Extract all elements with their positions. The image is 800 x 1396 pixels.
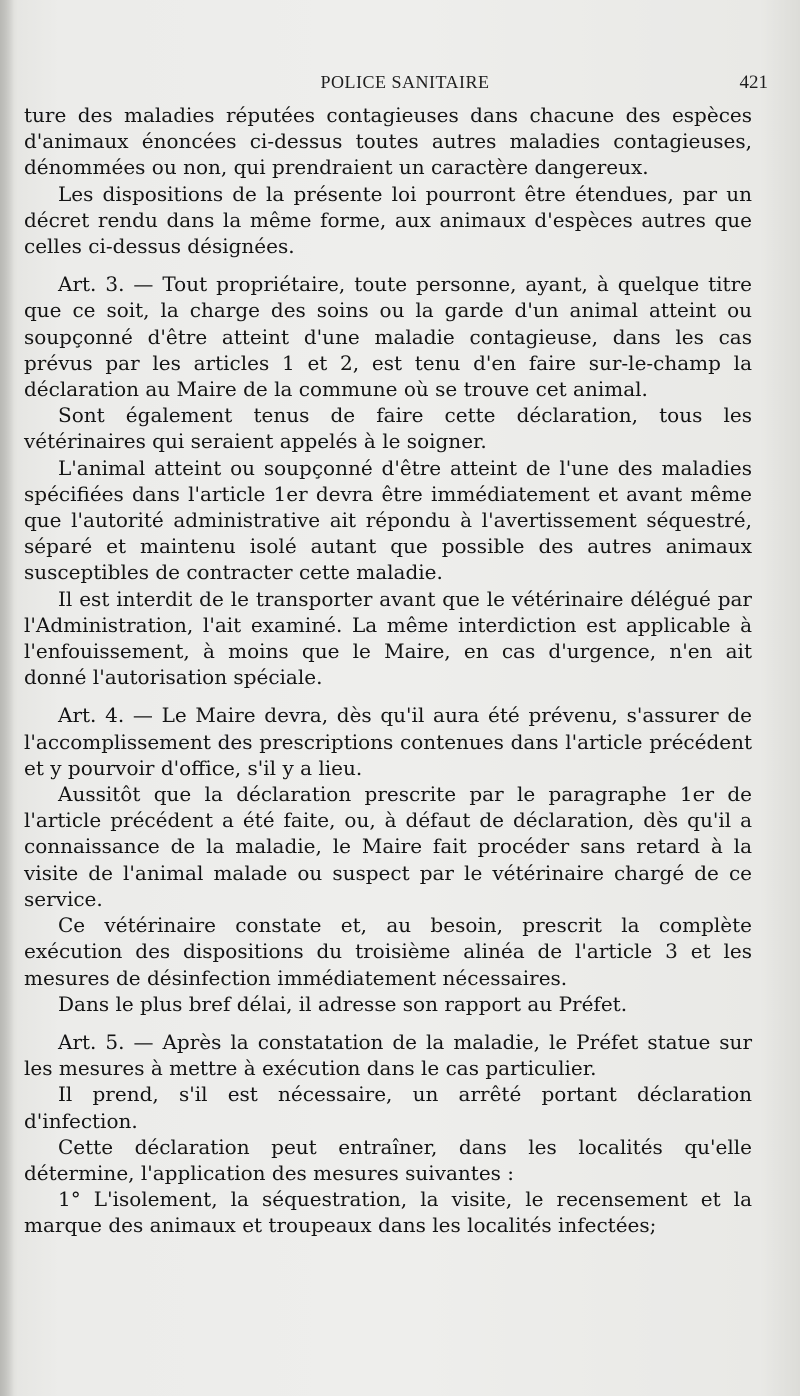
- article-3-paragraph: Art. 3. — Tout propriétaire, toute personne, ayant, à quelque titre que ce soit, la charge des soins ou la garde d'un animal atteint ou soupçonné d'être atteint d'une maladie contagieuse, dans les cas prévus par les articles 1 et 2, est tenu d'en faire sur-le-champ la déclaration au Maire de la commune où se trouve cet animal.: [24, 272, 752, 402]
- paragraph: Cette déclaration peut entraîner, dans les localités qu'elle détermine, l'application des mesures suivantes :: [24, 1134, 752, 1185]
- paragraph: Dans le plus bref délai, il adresse son rapport au Préfet.: [58, 991, 628, 1016]
- page-header: [40, 66, 770, 96]
- paragraph: Les dispositions de la présente loi pourront être étendues, par un décret rendu dans la même forme, aux animaux d'espèces autres que celles ci-dessus désignées.: [24, 181, 752, 259]
- paragraph: Il est interdit de le transporter avant que le vétérinaire délégué par l'Administration, l'ait examiné. La même interdiction est applicable à l'enfouissement, à moins que le Maire, en cas d'urgence, n'en ait donné l'autorisation spéciale.: [24, 586, 752, 690]
- page-number: 421: [739, 72, 768, 93]
- paragraph: Sont également tenus de faire cette déclaration, tous les vétérinaires qui seraient appelés à le soigner.: [24, 403, 752, 454]
- paragraph: Il prend, s'il est nécessaire, un arrêté portant déclaration d'infection.: [24, 1082, 752, 1133]
- article-5-paragraph: Art. 5. — Après la constatation de la maladie, le Préfet statue sur les mesures à mettre à exécution dans le cas particulier.: [24, 1029, 752, 1081]
- article-4-paragraph: Art. 4. — Le Maire devra, dès qu'il aura été prévenu, s'assurer de l'accomplissement des prescriptions contenues dans l'article précédent et y pourvoir d'office, s'il y a lieu.: [24, 703, 752, 780]
- paragraph: Aussitôt que la déclaration prescrite par le paragraphe 1er de l'article précédent a été faite, ou, à défaut de déclaration, dès qu'il a connaissance de la maladie, le Maire fait procéder sans retard à la visite de l'animal malade ou suspect par le vétérinaire chargé de ce service.: [24, 782, 752, 911]
- paragraph-continuation: ture des maladies réputées contagieuses dans chacune des espèces d'animaux énoncées ci-dessus toutes autres maladies contagieuses, dénommées ou non, qui prendraient un caractère dangereux.: [24, 103, 752, 180]
- body-text: [24, 102, 752, 1239]
- running-title: POLICE SANITAIRE: [320, 72, 490, 92]
- paragraph: L'animal atteint ou soupçonné d'être atteint de l'une des maladies spécifiées dans l'article 1er devra être immédiatement et avant même que l'autorité administrative ait répondu à l'avertissement séquestré, séparé et maintenu isolé autant que possible des autres animaux susceptibles de contracter cette maladie.: [24, 455, 752, 585]
- list-item-paragraph: 1° L'isolement, la séquestration, la visite, le recensement et la marque des animaux et troupeaux dans les localités infectées;: [24, 1187, 752, 1238]
- paragraph: Ce vétérinaire constate et, au besoin, prescrit la complète exécution des dispositions du troisième alinéa de l'article 3 et les mesures de désinfection immédiatement nécessaires.: [24, 913, 752, 990]
